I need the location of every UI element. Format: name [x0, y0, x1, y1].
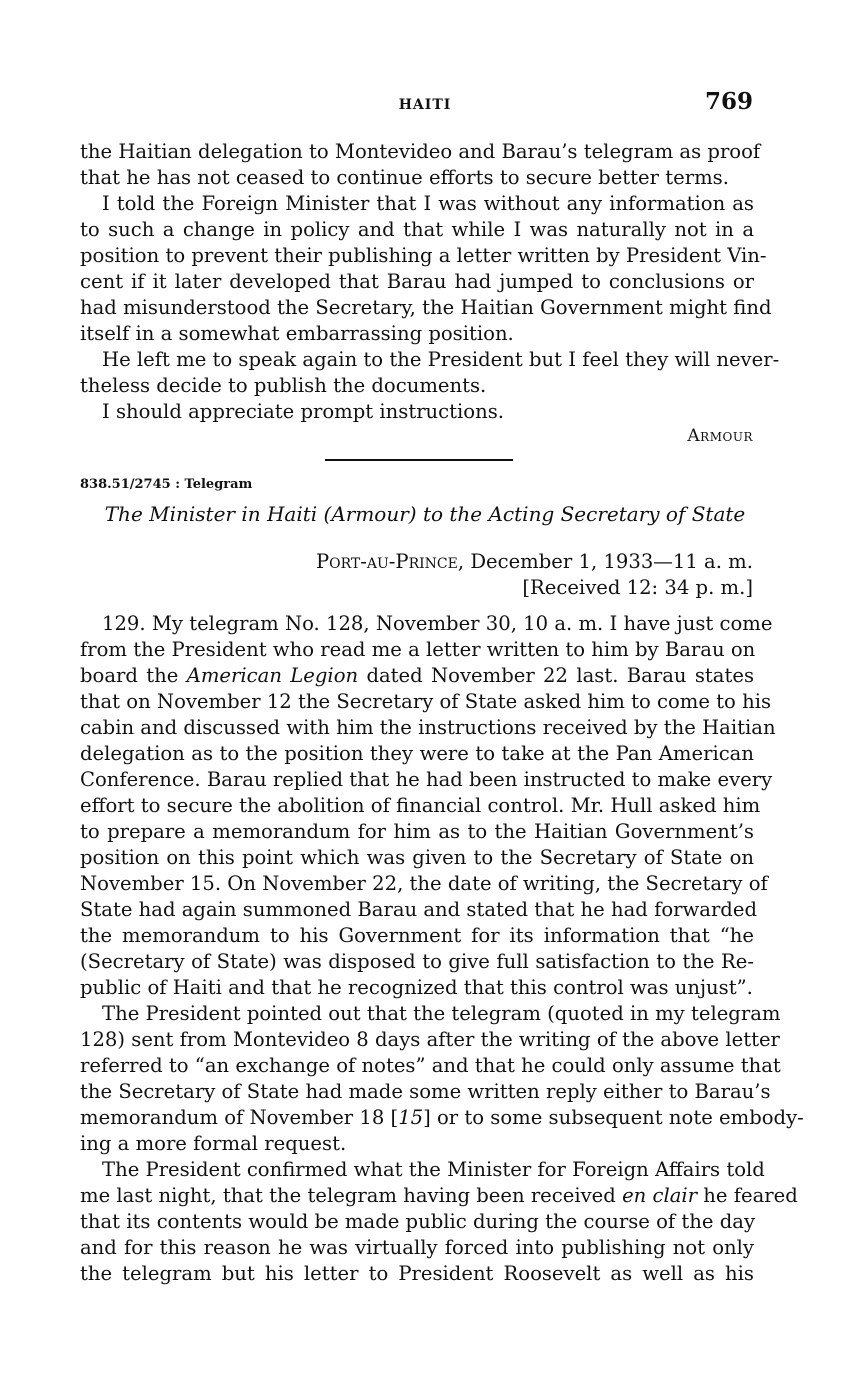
text-line: delegation as to the position they were to take at the Pan American — [80, 742, 754, 765]
text-line: had misunderstood the Secretary, the Haitian Government might find — [80, 296, 772, 319]
text-line: to prepare a memorandum for him as to the Haitian Government’s — [80, 820, 754, 843]
dateline — [316, 549, 753, 601]
text-line: I should appreciate prompt instructions. — [102, 400, 504, 423]
text-line: Conference. Barau replied that he had been instructed to make every — [80, 768, 773, 791]
text-line: referred to “an exchange of notes” and that he could only assume that — [80, 1054, 781, 1077]
file-reference: 838.51/2745 : Telegram — [80, 477, 253, 492]
paragraph — [80, 399, 754, 425]
text-line: the Secretary of State had made some written reply either to Barau’s — [80, 1080, 771, 1103]
signature: Armour — [687, 426, 753, 446]
ship-name: American Legion — [186, 664, 359, 687]
document-title: The Minister in Haiti (Armour) to the Acting Secretary of State — [104, 502, 746, 526]
text-line: 129. My telegram No. 128, November 30, 10 a. m. I have just come — [102, 612, 773, 635]
italic-phrase: en clair — [622, 1184, 698, 1207]
text-line: memorandum of November 18 [15] or to some subsequent note embody- — [80, 1106, 804, 1129]
text-line: State had again summoned Barau and stated that he had forwarded — [80, 898, 757, 921]
paragraph — [80, 611, 776, 1001]
text-line: the memorandum to his Government for its information that “he — [80, 924, 754, 947]
page-number: 769 — [704, 88, 753, 115]
text-line: the telegram but his letter to President Roosevelt as well as his — [80, 1262, 754, 1285]
text-line: that its contents would be made public during the course of the day — [80, 1210, 756, 1233]
paragraph-continuation — [80, 139, 761, 191]
text-line: from the President who read me a letter written to him by Barau on — [80, 638, 756, 661]
corrected-date: 15 — [398, 1106, 424, 1129]
dateline-date: December 1, 1933—11 a. m. — [470, 550, 753, 573]
running-head: HAITI — [398, 97, 452, 113]
text-line: cabin and discussed with him the instructions received by the Haitian — [80, 716, 776, 739]
dateline-received: [Received 12: 34 p. m.] — [522, 576, 753, 599]
text-line: (Secretary of State) was disposed to give full satisfaction to the Re- — [80, 950, 754, 973]
text-line: public of Haiti and that he recognized that this control was unjust”. — [80, 976, 753, 999]
text-line: November 15. On November 22, the date of writing, the Secretary of — [80, 872, 768, 895]
text-line: cent if it later developed that Barau had jumped to conclusions or — [80, 270, 754, 293]
text-line: The President pointed out that the telegram (quoted in my telegram — [102, 1002, 781, 1025]
text-line: itself in a somewhat embarrassing position. — [80, 322, 514, 345]
text-line: ing a more formal request. — [80, 1132, 347, 1155]
section-divider — [325, 459, 513, 461]
dateline-place-date — [316, 549, 753, 575]
text-line: that on November 12 the Secretary of State asked him to come to his — [80, 690, 772, 713]
text-line: effort to secure the abolition of financial control. Mr. Hull asked him — [80, 794, 761, 817]
text-line: I told the Foreign Minister that I was without any information as — [102, 192, 754, 215]
text-line: 128) sent from Montevideo 8 days after the writing of the above letter — [80, 1028, 780, 1051]
text-line: and for this reason he was virtually forced into publishing not only — [80, 1236, 754, 1259]
paragraph — [80, 347, 780, 399]
text-line: The President confirmed what the Minister for Foreign Affairs told — [102, 1158, 765, 1181]
text-line: position on this point which was given to the Secretary of State on — [80, 846, 754, 869]
paragraph — [80, 191, 772, 347]
text-line: position to prevent their publishing a letter written by President Vin- — [80, 244, 767, 267]
paragraph — [80, 1001, 804, 1157]
dateline-place: Port-au-Prince, — [315, 550, 465, 573]
text-line: me last night, that the telegram having been received en clair he feared — [80, 1184, 798, 1207]
text-line: theless decide to publish the documents. — [80, 374, 487, 397]
text-line: that he has not ceased to continue efforts to secure better terms. — [80, 166, 729, 189]
text-line: the Haitian delegation to Montevideo and Barau’s telegram as proof — [80, 140, 761, 163]
text-line: He left me to speak again to the President but I feel they will never- — [102, 348, 780, 371]
text-line: to such a change in policy and that while I was naturally not in a — [80, 218, 754, 241]
text-line: board the American Legion dated November 22 last. Barau states — [80, 664, 754, 687]
paragraph — [80, 1157, 798, 1287]
